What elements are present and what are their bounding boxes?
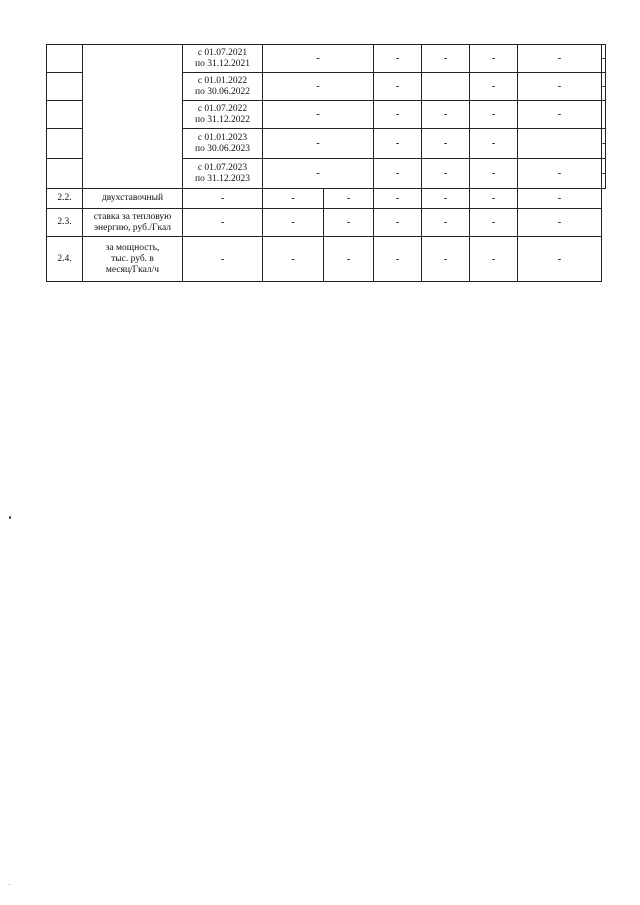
value-cell: -: [470, 101, 518, 129]
table-row: [47, 189, 606, 209]
period-from: с 01.01.2022: [197, 75, 248, 86]
value-cell: -: [602, 45, 606, 73]
period-cell: [183, 73, 263, 101]
value-cell: -: [422, 101, 470, 129]
row-name-line: за мощность,: [105, 242, 160, 253]
value-cell: -: [324, 237, 374, 282]
row-number-cell: [47, 45, 83, 73]
row-number-cell: 2.2.: [47, 189, 83, 209]
row-name-line: энергию, руб./Гкал: [93, 222, 172, 233]
row-name-line: ставка за тепловую: [93, 211, 172, 222]
value-cell: -: [518, 45, 602, 73]
period-cell: [183, 45, 263, 73]
row-number-cell: [47, 159, 83, 189]
value-cell: -: [470, 73, 518, 101]
period-to: по 31.12.2021: [195, 58, 250, 69]
value-cell: -: [374, 45, 422, 73]
period-cell: [183, 101, 263, 129]
value-cell: -: [602, 73, 606, 101]
value-cell: [518, 129, 602, 159]
value-cell: -: [324, 189, 374, 209]
row-name-line: месяц/Гкал/ч: [105, 264, 160, 275]
value-cell: -: [183, 189, 263, 209]
value-cell: -: [263, 209, 324, 237]
row-name-line: тыс. руб. в: [111, 253, 154, 264]
period-cell: [183, 129, 263, 159]
value-cell: -: [374, 237, 422, 282]
period-cell: [183, 159, 263, 189]
value-cell: -: [183, 209, 263, 237]
value-cell: -: [422, 189, 470, 209]
value-cell: -: [470, 159, 518, 189]
value-cell: -: [422, 237, 470, 282]
value-cell: -: [374, 189, 422, 209]
value-cell: -: [374, 159, 422, 189]
value-cell: -: [470, 45, 518, 73]
value-cell: -: [374, 101, 422, 129]
row-number-cell: [47, 101, 83, 129]
value-cell: -: [263, 159, 374, 189]
value-cell: -: [470, 189, 518, 209]
value-cell: -: [263, 129, 374, 159]
value-cell: -: [518, 101, 602, 129]
value-cell: -: [183, 237, 263, 282]
value-cell: [422, 73, 470, 101]
value-cell: -: [470, 237, 518, 282]
row-number-cell: 2.4.: [47, 237, 83, 282]
value-cell: -: [263, 101, 374, 129]
value-cell: -: [470, 209, 518, 237]
period-to: по 30.06.2023: [195, 143, 250, 154]
scan-speck: [9, 884, 10, 885]
value-cell: -: [374, 73, 422, 101]
value-cell: -: [518, 209, 602, 237]
value-cell: -: [263, 237, 324, 282]
row-number-cell: 2.3.: [47, 209, 83, 237]
value-cell: -: [518, 73, 602, 101]
value-cell: -: [602, 129, 606, 159]
value-cell: -: [263, 189, 324, 209]
period-from: с 01.07.2021: [197, 47, 248, 58]
value-cell: -: [422, 45, 470, 73]
row-name-cell: двухставочный: [83, 189, 183, 209]
scan-speck: [9, 516, 11, 519]
value-cell: -: [422, 209, 470, 237]
value-cell: -: [263, 45, 374, 73]
value-cell: -: [518, 237, 602, 282]
period-to: по 31.12.2023: [195, 173, 250, 184]
value-cell: -: [518, 159, 602, 189]
table-row: [47, 209, 606, 237]
table-row: [47, 45, 606, 73]
value-cell: -: [374, 129, 422, 159]
value-cell: -: [263, 73, 374, 101]
value-cell: -: [422, 129, 470, 159]
row-number-cell: [47, 129, 83, 159]
table-row: [47, 237, 606, 282]
row-name-cell: [83, 209, 183, 237]
value-cell: -: [422, 159, 470, 189]
row-number-cell: [47, 73, 83, 101]
value-cell: -: [602, 159, 606, 189]
row-name-cell: [83, 237, 183, 282]
row-name-cell: [83, 45, 183, 189]
period-to: по 30.06.2022: [195, 86, 250, 97]
value-cell: [602, 101, 606, 129]
period-from: с 01.07.2022: [197, 103, 248, 114]
period-from: с 01.01.2023: [197, 132, 248, 143]
period-from: с 01.07.2023: [197, 162, 248, 173]
value-cell: -: [324, 209, 374, 237]
period-to: по 31.12.2022: [195, 114, 250, 125]
tariff-table: [46, 44, 606, 282]
value-cell: -: [374, 209, 422, 237]
value-cell: -: [470, 129, 518, 159]
value-cell: -: [518, 189, 602, 209]
